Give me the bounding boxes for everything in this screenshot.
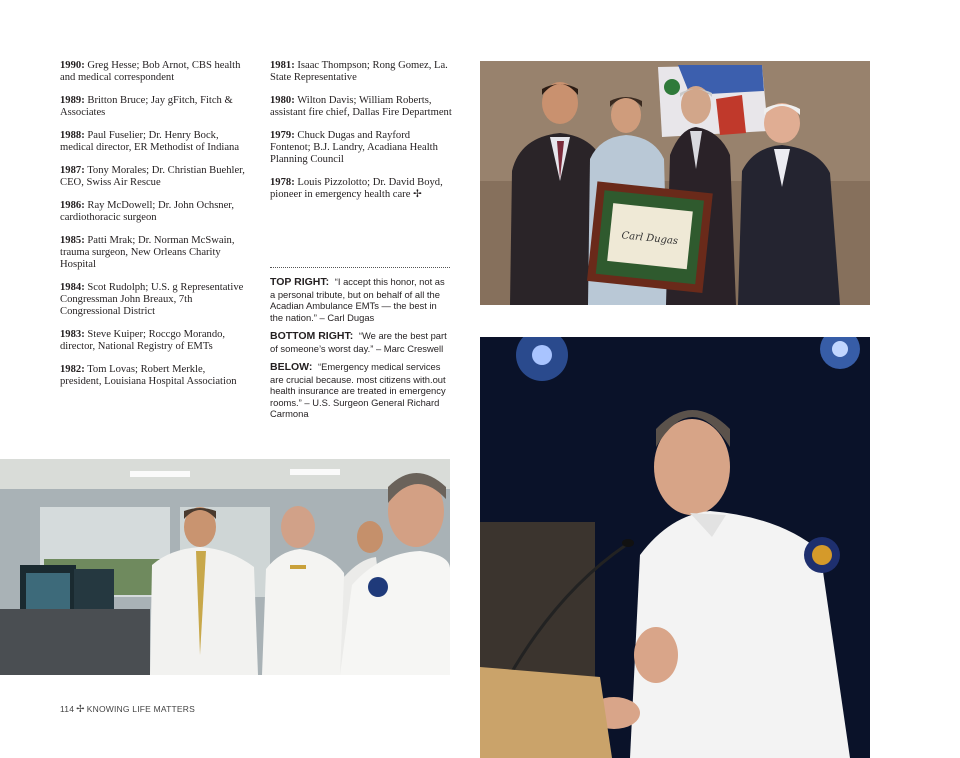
list-item: 1987: Tony Morales; Dr. Christian Buehler, CEO, Swiss Air Rescue <box>60 165 245 188</box>
photo-captions <box>270 276 452 427</box>
list-item: 1989: Britton Bruce; Jay gFitch, Fitch & Associates <box>60 95 233 118</box>
plaque-name: Carl Dugas <box>620 230 679 248</box>
list-item: 1983: Steve Kuiper; Roccgo Morando, director, National Registry of EMTs <box>60 329 226 352</box>
honoree-list-left <box>60 60 248 399</box>
speaker-photo <box>480 337 870 758</box>
list-item: 1985: Patti Mrak; Dr. Norman McSwain, trauma surgeon, New Orleans Charity Hospital <box>60 235 235 270</box>
book-title: KNOWING LIFE MATTERS <box>86 704 195 714</box>
list-item: 1984: Scot Rudolph; U.S. g Representative Congressman John Breaux, 7th Congressional District <box>60 282 244 317</box>
caption-bottom-right: BOTTOM RIGHT: “We are the best part of someone’s worst day.” – Marc Creswell <box>270 330 447 354</box>
list-item: 1979: Chuck Dugas and Rayford Fontenot; B.J. Landry, Acadiana Health Planning Council <box>270 130 438 165</box>
honoree-list-middle <box>270 60 452 212</box>
caption-top-right: TOP RIGHT: “I accept this honor, not as a personal tribute, but on behalf of all the Acadian Ambulance EMTs — the best in the nation.” – Carl Dugas <box>270 276 445 323</box>
list-item: 1980: Wilton Davis; William Roberts, assistant fire chief, Dallas Fire Department <box>270 95 452 118</box>
list-item: 1978: Louis Pizzolotto; Dr. David Boyd, pioneer in emergency health care ✢ <box>270 177 443 200</box>
list-item: 1988: Paul Fuselier; Dr. Henry Bock, medical director, ER Methodist of Indiana <box>60 130 240 153</box>
caption-below: BELOW: “Emergency medical services are crucial because. most citizens with.out health insurance are treated in emergency rooms.” – U.S. Surgeon General Richard Carmona <box>270 361 446 419</box>
list-item: 1990: Greg Hesse; Bob Arnot, CBS health and medical correspondent <box>60 60 241 83</box>
dispatch-center-photo <box>0 459 450 675</box>
list-item: 1981: Isaac Thompson; Rong Gomez, La. State Representative <box>270 60 448 83</box>
cross-icon: ✢ <box>76 704 85 715</box>
list-item: 1982: Tom Lovas; Robert Merkle, president, Louisiana Hospital Association <box>60 364 237 387</box>
page-footer <box>60 704 195 715</box>
page-number: 114 <box>60 704 75 714</box>
list-item: 1986: Ray McDowell; Dr. John Ochsner, cardiothoracic surgeon <box>60 200 235 223</box>
dotted-divider <box>270 267 450 268</box>
award-presentation-photo <box>480 61 870 305</box>
